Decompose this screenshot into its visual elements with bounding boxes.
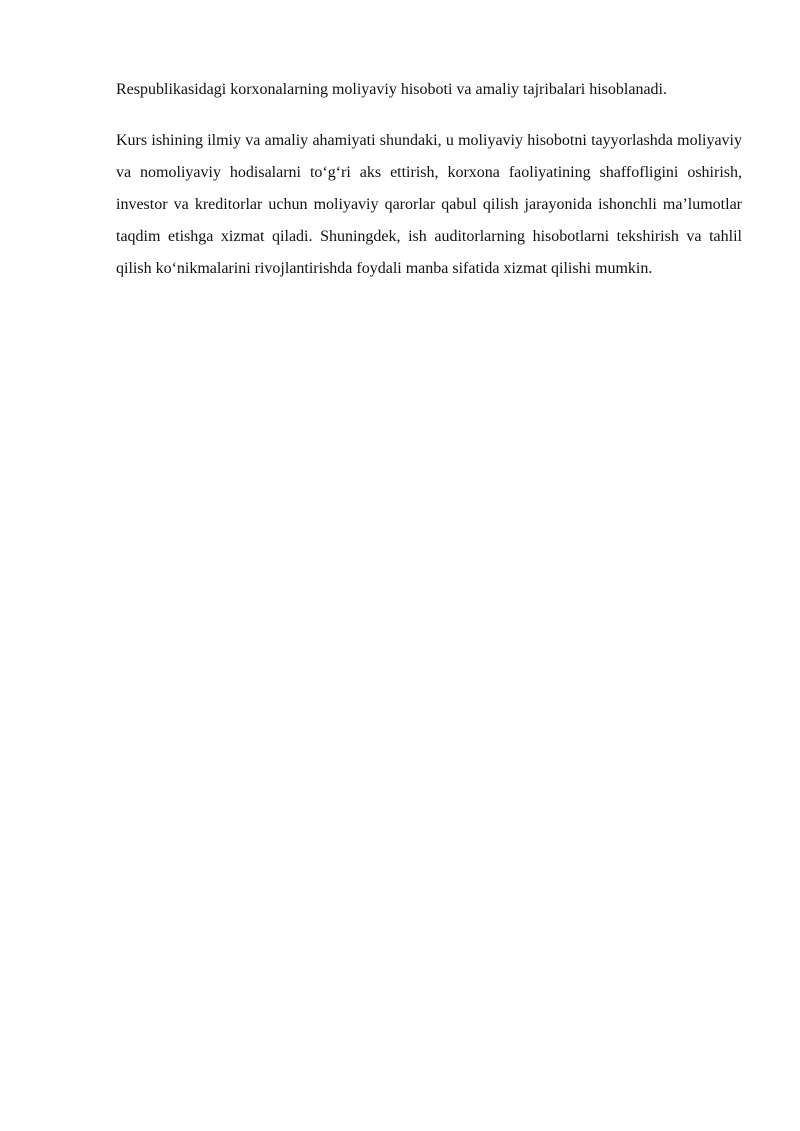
document-body	[116, 74, 742, 285]
paragraph-intro: Respublikasidagi korxonalarning moliyaviy hisoboti va amaliy tajribalari hisoblanadi.	[116, 81, 667, 98]
paragraph-significance: Kurs ishining ilmiy va amaliy ahamiyati shundaki, u moliyaviy hisobotni tayyorlashda moliyaviy va nomoliyaviy hodisalarni to‘g‘ri aks ettirish, korxona faoliyatining shaffofligini oshirish, investor va kreditorlar uchun moliyaviy qarorlar qabul qilish jarayonida ishonchli ma’lumotlar taqdim etishga xizmat qiladi. Shuningdek, ish auditorlarning hisobotlarni tekshirish va tahlil qilish ko‘nikmalarini rivojlantirishda foydali manba sifatida xizmat qilishi mumkin.	[116, 132, 742, 277]
